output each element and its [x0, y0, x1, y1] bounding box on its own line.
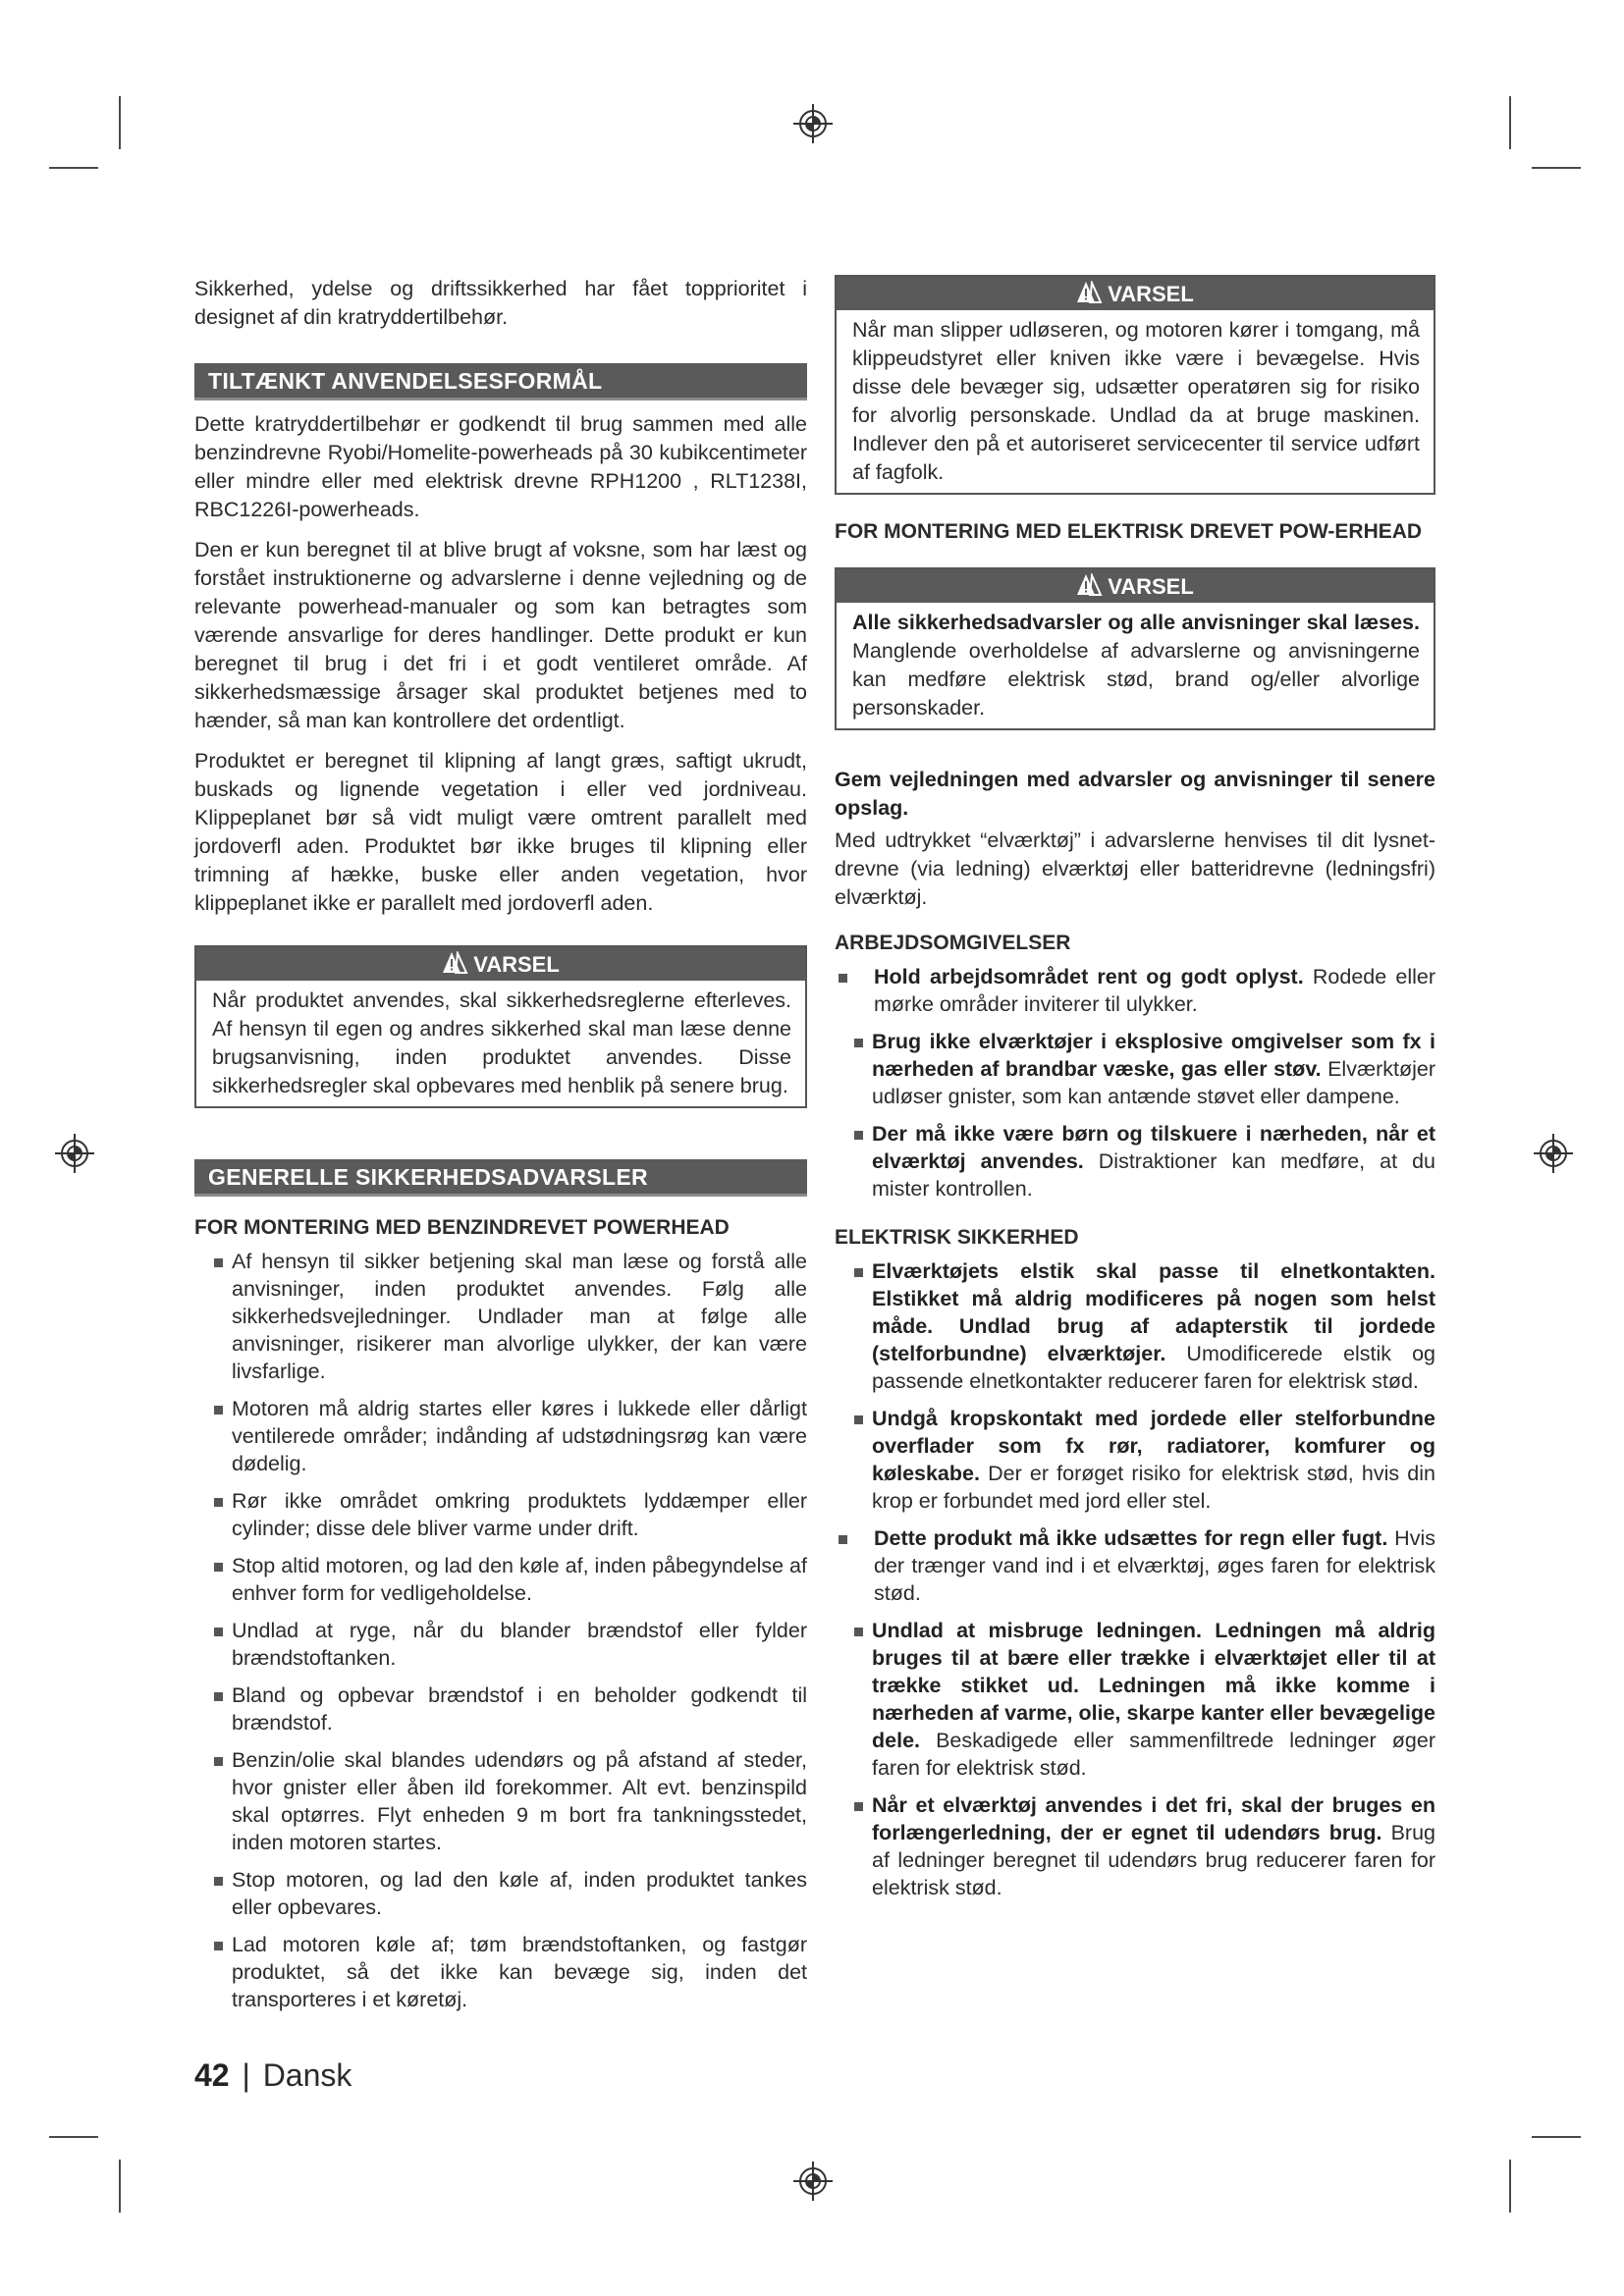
warning-triangle-icon	[442, 951, 471, 975]
crop-mark	[49, 2136, 98, 2138]
crop-mark	[1509, 96, 1511, 149]
list-item: Der må ikke være børn og tilskuere i nærheden, når et elværktøj anvendes. Distraktioner kan medføre, at du mister kontrollen.	[835, 1120, 1435, 1202]
left-column	[194, 275, 807, 2023]
list-item: Dette produkt må ikke udsættes for regn eller fugt. Hvis der trænger vand ind i et elværktøj, øges faren for elektrisk stød.	[835, 1524, 1435, 1607]
list-item: Rør ikke området omkring produktets lyddæmper eller cylinder; disse dele bliver varme under drift.	[194, 1487, 807, 1542]
petrol-safety-list	[194, 1248, 807, 2013]
bullet-icon	[839, 974, 847, 983]
list-item: Stop motoren, og lad den køle af, inden produktet tankes eller opbevares.	[194, 1866, 807, 1921]
warning-title: VARSEL	[1108, 282, 1194, 306]
registration-mark-icon	[1532, 1132, 1575, 1175]
bullet-icon	[214, 1628, 223, 1636]
warning-box	[835, 275, 1435, 495]
warning-body	[837, 310, 1434, 493]
bullet-icon	[214, 1406, 223, 1415]
list-item: Motoren må aldrig startes eller køres i lukkede eller dårligt ventilerede områder; indånding af udstødningsrøg kan være dødelig.	[194, 1395, 807, 1477]
page-number: 42	[194, 2057, 230, 2093]
definition-paragraph: Med udtrykket “elværktøj” i advarslerne henvises til dit lysnet-drevne (via ledning) elværktøj eller batteridrevne (ledningsfri) elværktøj.	[835, 828, 1435, 909]
warning-text: Når produktet anvendes, skal sikkerhedsreglerne efterleves. Af hensyn til egen og andres sikkerhed skal man læse denne brugsanvisning, inden produktet anvendes. Disse sikkerhedsregler skal opbevares med henblik på senere brug.	[212, 988, 791, 1097]
warning-box	[835, 567, 1435, 730]
list-item: Brug ikke elværktøjer i eksplosive omgivelser som fx i nærheden af brandbar væske, gas eller støv. Elværktøjer udløser gnister, som kan antænde støvet eller dampene.	[835, 1028, 1435, 1110]
warning-body	[196, 981, 805, 1106]
section-heading-intended-use: TILTÆNKT ANVENDELSESFORMÅL	[194, 363, 807, 400]
warning-header	[837, 277, 1434, 310]
warning-title: VARSEL	[473, 952, 560, 977]
warning-header	[837, 569, 1434, 603]
warning-box	[194, 945, 807, 1108]
bullet-icon	[854, 1039, 863, 1047]
warning-title: VARSEL	[1108, 574, 1194, 599]
list-item: Når et elværktøj anvendes i det fri, skal der bruges en forlængerledning, der er egnet til udendørs brug. Brug af ledninger beregnet til udendørs brug reducerer faren for elektrisk stød.	[835, 1791, 1435, 1901]
bullet-icon	[214, 1692, 223, 1701]
intended-use-paragraph-2: Den er kun beregnet til at blive brugt af voksne, som har læst og forstået instruktionerne og advarslerne i denne vejledning og de relevante powerhead-manualer og som kan betragtes som værende ansvarlige for deres handlinger. Dette produkt er kun beregnet til brug i det fri i et godt ventileret område. Af sikkerhedsmæssige årsager skal produktet betjenes med to hænder, så man kan kontrollere det ordentligt.	[194, 538, 807, 732]
bullet-icon	[214, 1757, 223, 1766]
keep-instructions-note: Gem vejledningen med advarsler og anvisninger til senere opslag.	[835, 768, 1435, 820]
bullet-icon	[839, 1535, 847, 1544]
footer-separator: |	[242, 2057, 250, 2093]
bullet-icon	[854, 1802, 863, 1811]
footer-language: Dansk	[262, 2057, 352, 2093]
list-item: Undgå kropskontakt med jordede eller stelforbundne overflader som fx rør, radiatorer, komfurer og køleskabe. Der er forøget risiko for elektrisk stød, hvis din krop er forbundet med jord eller stel.	[835, 1405, 1435, 1515]
page-footer	[194, 2057, 352, 2094]
list-item: Lad motoren køle af; tøm brændstoftanken, og fastgør produktet, så det ikke kan bevæge sig, inden det transporteres i et køretøj.	[194, 1931, 807, 2013]
list-item: Undlad at ryge, når du blander brændstof eller fylder brændstoftanken.	[194, 1617, 807, 1672]
work-area-list	[835, 963, 1435, 1202]
bullet-icon	[854, 1628, 863, 1636]
bullet-icon	[854, 1131, 863, 1140]
list-item: Undlad at misbruge ledningen. Ledningen må aldrig bruges til at bære eller trække i elværktøjet eller til at trække stikket ud. Ledningen må ikke komme i nærheden af varme, olie, skarpe kanter eller bevægelige dele. Beskadigede eller sammenfiltrede ledninger øger faren for elektrisk stød.	[835, 1617, 1435, 1782]
crop-mark	[1532, 2136, 1581, 2138]
list-item: Af hensyn til sikker betjening skal man læse og forstå alle anvisninger, inden produktet anvendes. Følg alle sikkerhedsvejledninger. Undlader man at følge alle anvisninger, risikerer man alvorlige ulykker, der kan være livsfarlige.	[194, 1248, 807, 1385]
crop-mark	[119, 2160, 121, 2213]
crop-mark	[1532, 167, 1581, 169]
subheading-electric-powerhead: FOR MONTERING MED ELEKTRISK DREVET POW-ERHEAD	[835, 520, 1423, 543]
list-item: Hold arbejdsområdet rent og godt oplyst. Rodede eller mørke områder inviterer til ulykker.	[835, 963, 1435, 1018]
crop-mark	[119, 96, 121, 149]
subheading-work-area: ARBEJDSOMGIVELSER	[835, 932, 1071, 954]
bullet-icon	[214, 1258, 223, 1267]
section-heading-general-warnings: GENERELLE SIKKERHEDSADVARSLER	[194, 1159, 807, 1197]
warning-header	[196, 947, 805, 981]
bullet-icon	[214, 1563, 223, 1572]
bullet-icon	[854, 1268, 863, 1277]
subheading-electrical-safety: ELEKTRISK SIKKERHED	[835, 1226, 1079, 1249]
warning-text: Når man slipper udløseren, og motoren kører i tomgang, må klippeudstyret eller kniven ikke være i bevægelse. Hvis disse dele bevæger sig, udsætter operatøren sig for risiko for alvorlig personskade. Undlad da at bruge maskinen. Indlever den på et autoriseret servicecenter til service udført af fagfolk.	[852, 318, 1420, 484]
list-item: Stop altid motoren, og lad den køle af, inden påbegyndelse af enhver form for vedligeholdelse.	[194, 1552, 807, 1607]
warning-triangle-icon	[1076, 281, 1106, 304]
warning-body	[837, 603, 1434, 728]
crop-mark	[1509, 2160, 1511, 2213]
registration-mark-icon	[791, 2160, 835, 2203]
intro-paragraph: Sikkerhed, ydelse og driftssikkerhed har fået topprioritet i designet af din kratryddertilbehør.	[194, 277, 807, 329]
warning-triangle-icon	[1076, 573, 1106, 597]
subheading-petrol-powerhead: FOR MONTERING MED BENZINDREVET POWERHEAD	[194, 1216, 730, 1239]
bullet-icon	[214, 1498, 223, 1507]
bullet-icon	[214, 1942, 223, 1950]
list-item: Bland og opbevar brændstof i en beholder godkendt til brændstof.	[194, 1682, 807, 1736]
crop-mark	[49, 167, 98, 169]
list-item: Elværktøjets elstik skal passe til elnetkontakten. Elstikket må aldrig modificeres på nogen som helst måde. Undlad brug af adapterstik til jordede (stelforbundne) elværktøjer. Umodificerede elstik og passende elnetkontakter reducerer faren for elektrisk stød.	[835, 1257, 1435, 1395]
intended-use-paragraph-3: Produktet er beregnet til klipning af langt græs, saftigt ukrudt, buskads og lignende vegetation i eller ved jordniveau. Klippeplanet bør så vidt muligt være omtrent parallelt med jordoverfl aden. Produktet bør ikke bruges til klipning eller trimning af hække, buske eller anden vegetation, hvor klippeplanet ikke er parallelt med jordoverfl aden.	[194, 749, 807, 915]
warning-text: Alle sikkerhedsadvarsler og alle anvisninger skal læses. Manglende overholdelse af advarslerne og anvisningerne kan medføre elektrisk stød, brand og/eller alvorlige personskader.	[852, 611, 1420, 720]
intended-use-paragraph-1: Dette kratryddertilbehør er godkendt til brug sammen med alle benzindrevne Ryobi/Homelite-powerheads på 30 kubikcentimeter eller mindre eller med elektrisk drevne RPH1200 , RLT1238I, RBC1226I-powerheads.	[194, 412, 807, 521]
list-item: Benzin/olie skal blandes udendørs og på afstand af steder, hvor gnister eller åben ild forekommer. Alt evt. benzinspild skal optørres. Flyt enheden 9 m bort fra tankningsstedet, inden motoren startes.	[194, 1746, 807, 1856]
bullet-icon	[214, 1877, 223, 1886]
registration-mark-icon	[53, 1132, 96, 1175]
right-column	[835, 275, 1435, 1911]
bullet-icon	[854, 1415, 863, 1424]
electrical-safety-list	[835, 1257, 1435, 1901]
registration-mark-icon	[791, 102, 835, 145]
